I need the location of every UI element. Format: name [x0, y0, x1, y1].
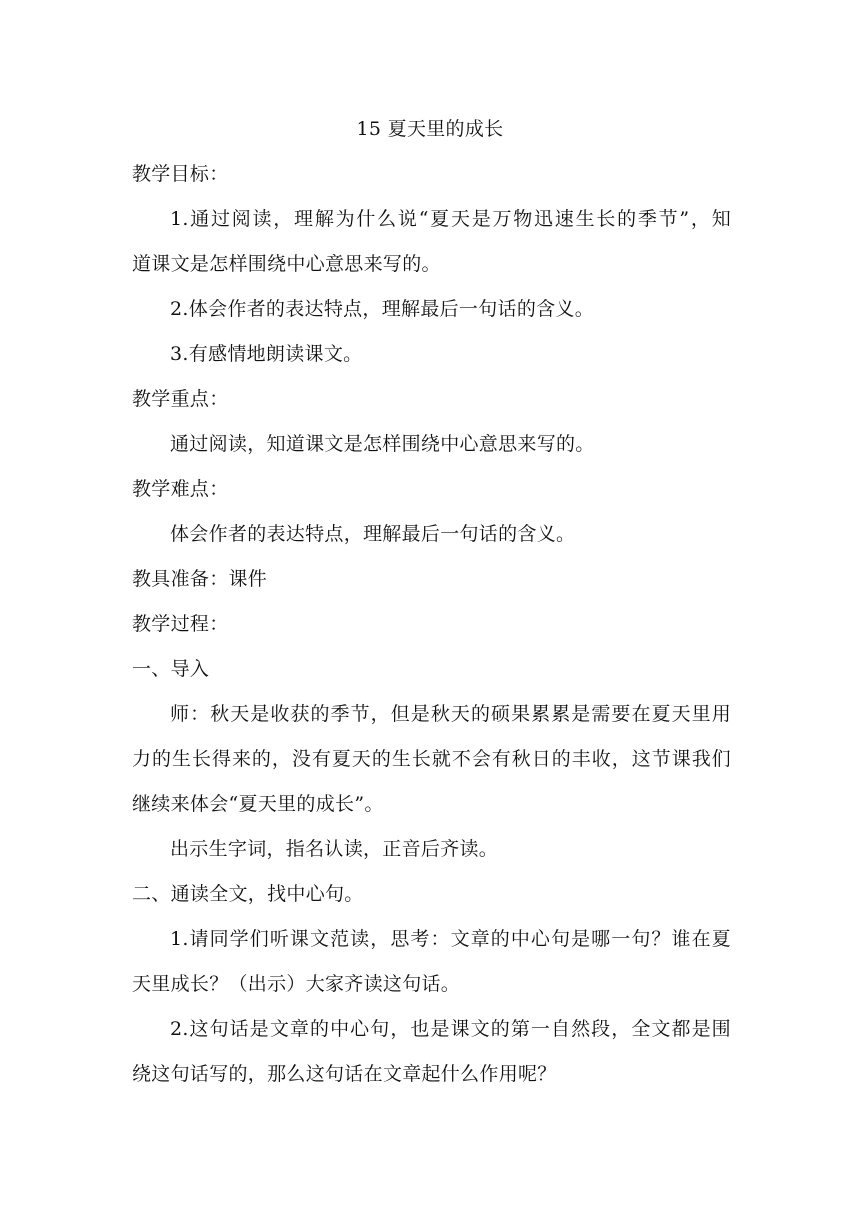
page-title: 15 夏天里的成长 [356, 118, 504, 140]
objective-1-line-2: 道课文是怎样围绕中心意思来写的。 [132, 253, 441, 275]
difficulties-heading: 教学难点： [132, 478, 229, 500]
part-1-text-line-2: 力的生长得来的，没有夏天的生长就不会有秋日的丰收，这节课我们 [132, 748, 731, 770]
key-points-heading: 教学重点： [132, 388, 229, 410]
process-heading: 教学过程： [132, 613, 229, 635]
key-points-text: 通过阅读，知道课文是怎样围绕中心意思来写的。 [170, 433, 595, 455]
objective-2: 2.体会作者的表达特点，理解最后一句话的含义。 [170, 298, 595, 320]
difficulties-text: 体会作者的表达特点，理解最后一句话的含义。 [170, 523, 576, 545]
objective-1-line-1: 1.通过阅读，理解为什么说“夏天是万物迅速生长的季节”，知 [170, 208, 731, 230]
part-1-text-line-3: 继续来体会“夏天里的成长”。 [132, 793, 384, 815]
objective-3: 3.有感情地朗读课文。 [170, 343, 363, 365]
materials-text: 教具准备：课件 [132, 568, 268, 590]
part-2-item-2-line-1: 2.这句话是文章的中心句，也是课文的第一自然段，全文都是围 [170, 1018, 731, 1040]
part-2-item-2-line-2: 绕这句话写的，那么这句话在文章起什么作用呢？ [132, 1063, 557, 1085]
part-2-heading: 二、通读全文，找中心句。 [132, 883, 364, 905]
part-1-text-line-1: 师：秋天是收获的季节，但是秋天的硕果累累是需要在夏天里用 [170, 703, 731, 725]
part-1-text-2: 出示生字词，指名认读，正音后齐读。 [170, 838, 499, 860]
part-2-item-1-line-1: 1.请同学们听课文范读，思考：文章的中心句是哪一句？谁在夏 [170, 928, 731, 950]
part-1-heading: 一、导入 [132, 658, 210, 680]
part-2-item-1-line-2: 天里成长？（出示）大家齐读这句话。 [132, 973, 461, 995]
objectives-heading: 教学目标： [132, 163, 229, 185]
